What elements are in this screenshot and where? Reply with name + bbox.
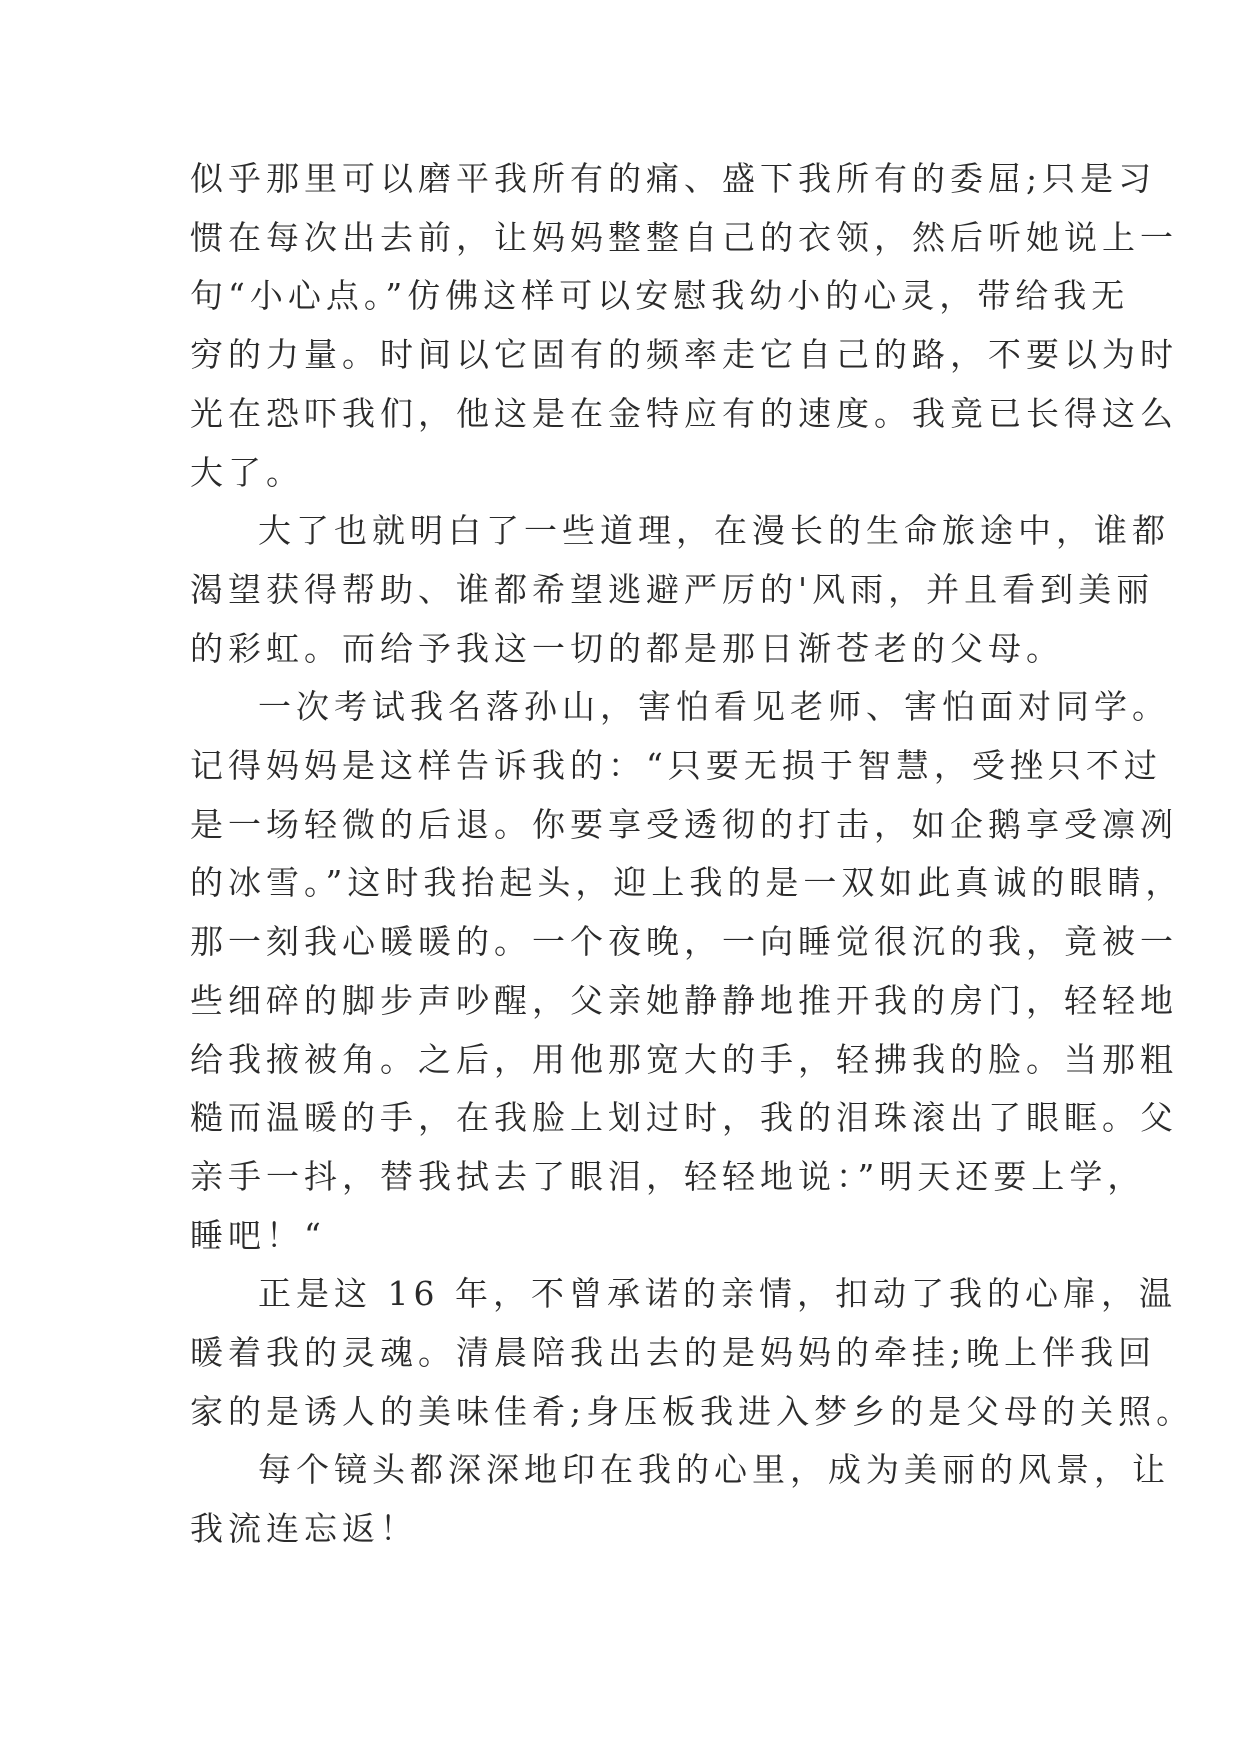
text-line: 句“小心点。”仿佛这样可以安慰我幼小的心灵，带给我无 (190, 276, 1130, 316)
text-line: 大了。 (190, 452, 304, 492)
text-line: 正是这 16 年，不曾承诺的亲情，扣动了我的心扉，温 (258, 1274, 1177, 1314)
text-line: 些细碎的脚步声吵醒，父亲她静静地推开我的房门，轻轻地 (190, 980, 1178, 1020)
text-line: 亲手一抖，替我拭去了眼泪，轻轻地说：”明天还要上学， (190, 1156, 1146, 1196)
text-line: 的冰雪。”这时我抬起头，迎上我的是一双如此真诚的眼睛， (190, 863, 1184, 903)
text-line: 似乎那里可以磨平我所有的痛、盛下我所有的委屈;只是习 (190, 159, 1157, 198)
text-line: 记得妈妈是这样告诉我的：“只要无损于智慧，受挫只不过 (190, 746, 1162, 786)
text-line: 是一场轻微的后退。你要享受透彻的打击，如企鹅享受凛冽 (190, 804, 1178, 844)
document-body (190, 150, 1195, 1559)
text-line: 糙而温暖的手，在我脸上划过时，我的泪珠滚出了眼眶。父 (190, 1098, 1178, 1138)
text-line: 家的是诱人的美味佳肴;身压板我进入梦乡的是父母的关照。 (190, 1391, 1195, 1431)
text-line: 睡吧！“ (190, 1215, 326, 1255)
text-line: 一次考试我名落孙山，害怕看见老师、害怕面对同学。 (258, 687, 1170, 727)
text-line: 惯在每次出去前，让妈妈整整自己的衣领，然后听她说上一 (190, 217, 1178, 257)
text-line: 我流连忘返！ (190, 1509, 418, 1549)
text-line: 暖着我的灵魂。清晨陪我出去的是妈妈的牵挂;晚上伴我回 (190, 1333, 1157, 1373)
text-line: 穷的力量。时间以它固有的频率走它自己的路，不要以为时 (190, 335, 1178, 375)
text-line: 给我掖被角。之后，用他那宽大的手，轻拂我的脸。当那粗 (190, 1039, 1178, 1079)
text-line: 的彩虹。而给予我这一切的都是那日渐苍老的父母。 (190, 628, 1064, 668)
text-line: 那一刻我心暖暖的。一个夜晚，一向睡觉很沉的我，竟被一 (190, 922, 1178, 962)
text-line: 每个镜头都深深地印在我的心里，成为美丽的风景，让 (258, 1450, 1170, 1490)
text-line: 光在恐吓我们，他这是在金特应有的速度。我竟已长得这么 (190, 393, 1178, 433)
text-line: 渴望获得帮助、谁都希望逃避严厉的'风雨，并且看到美丽 (190, 569, 1155, 609)
text-line: 大了也就明白了一些道理，在漫长的生命旅途中，谁都 (258, 511, 1170, 551)
